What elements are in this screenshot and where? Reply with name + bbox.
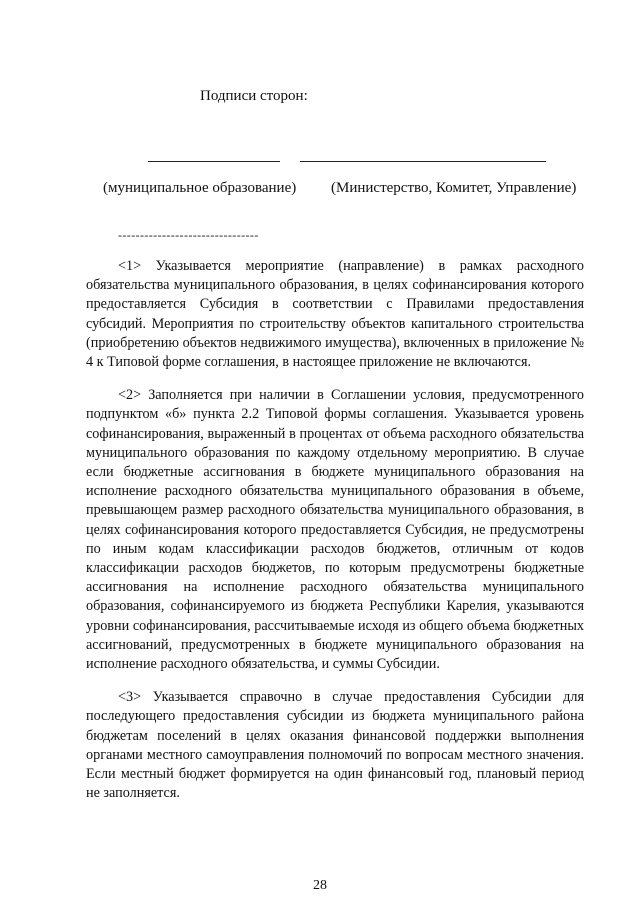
footnotes: [86, 257, 584, 817]
footnote-1: <1> Указывается мероприятие (направление) в рамках расходного обязательства муниципального образования, в целях софинансирования которого предоставляется Субсидия в соответствии с Правилами предоставления субсидий. Мероприятия по строительству объектов капитального строительства (приобретению объектов недвижимого имущества), включенных в приложение № 4 к Типовой форме соглашения, в настоящее приложение не включаются.: [86, 258, 584, 371]
signature-line-municipality: [148, 161, 280, 162]
footnote-separator: --------------------------------: [118, 228, 259, 242]
signature-caption-ministry: (Министерство, Комитет, Управление): [331, 180, 577, 196]
footnote-3: <3> Указывается справочно в случае предоставления Субсидии для последующего предоставления субсидии из бюджета муниципального района бюджетам поселений в целях оказания финансовой поддержки выполнения органами местного самоуправления полномочий по вопросам местного значения. Если местный бюджет формируется на один финансовый год, плановый период не заполняется.: [86, 689, 584, 802]
page-number: 28: [313, 878, 327, 893]
signatures-heading: Подписи сторон:: [200, 88, 308, 104]
signature-caption-municipality: (муниципальное образование): [103, 180, 297, 196]
footnote-2: <2> Заполняется при наличии в Соглашении условия, предусмотренного подпунктом «б» пункта 2.2 Типовой формы соглашения. Указывается уровень софинансирования, выраженный в процентах от объема расходного обязательства муниципального образования по каждому отдельному мероприятию. В случае если бюджетные ассигнования в бюджете муниципального образования на исполнение расходного обязательства муниципального образования в объеме, превышающем размер расходного обязательства муниципального образования, в целях софинансирования которого предоставляется Субсидия, не предусмотрены по иным кодам классификации расходов бюджетов, отличным от кодов классификации расходов бюджетов, по которым предусмотрены бюджетные ассигнования на исполнение расходного обязательства муниципального образования, софинансируемого из бюджета Республики Карелия, указываются уровни софинансирования, рассчитываемые исходя из общего объема бюджетных ассигнований, предусмотренных в бюджете муниципального образования на исполнение расходного обязательства, и суммы Субсидии.: [86, 387, 584, 673]
signature-line-ministry: [300, 161, 546, 162]
